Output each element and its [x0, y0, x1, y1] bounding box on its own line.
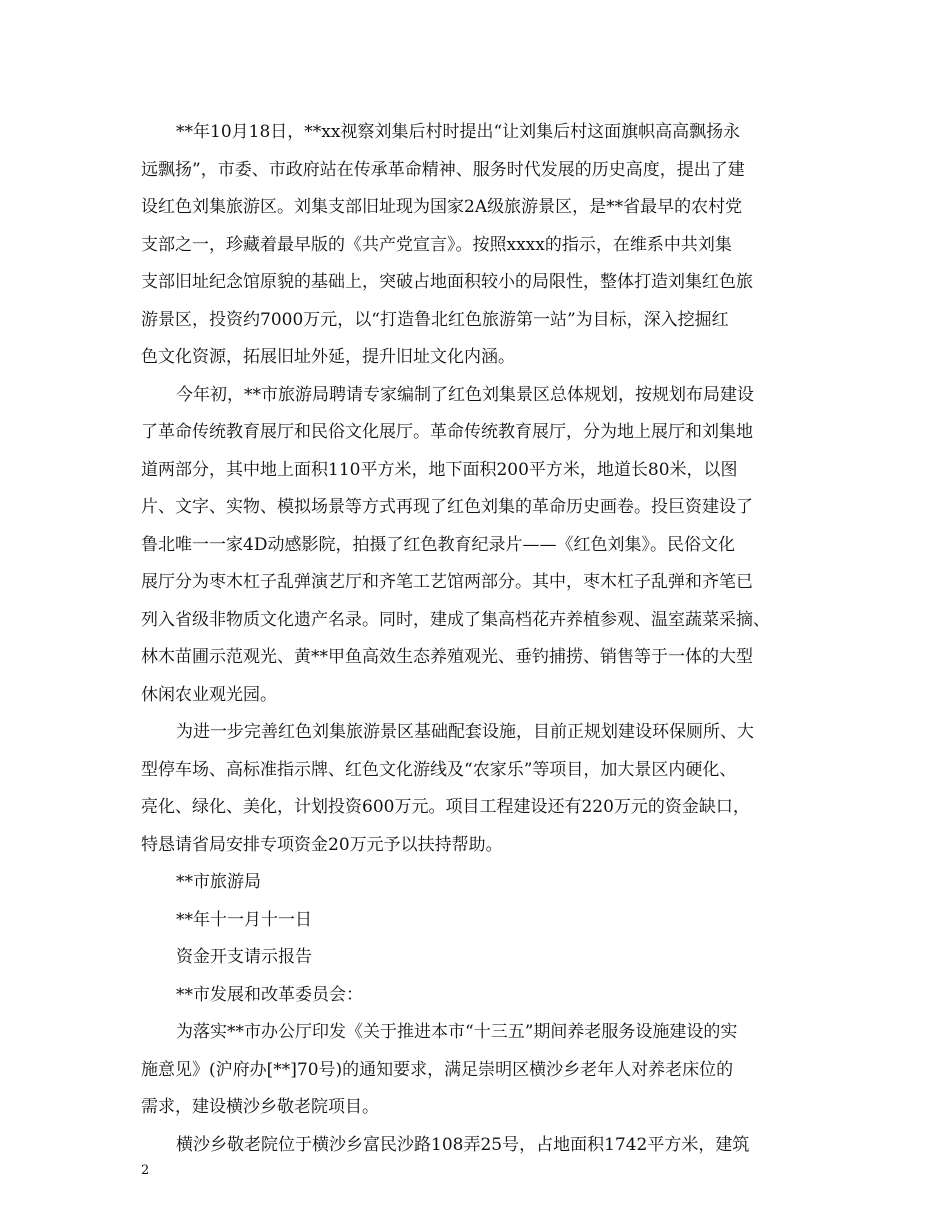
paragraph-line: 亮化、绿化、美化，计划投资600万元。项目工程建设还有220万元的资金缺口， [141, 797, 750, 817]
paragraph-line: 列入省级非物质文化遗产名录。同时，建成了集高档花卉养植参观、温室蔬菜采摘、 [141, 610, 770, 630]
paragraph-line: 设红色刘集旅游区。刘集支部旧址现为国家2A级旅游景区，是**省最早的农村党 [141, 197, 743, 217]
paragraph-line: 鲁北唯一一家4D动感影院，拍摄了红色教育纪录片——《红色刘集》。民俗文化 [141, 535, 735, 555]
paragraph-line: 今年初，**市旅游局聘请专家编制了红色刘集景区总体规划，按规划布局建设 [176, 385, 754, 405]
paragraph-line: 游景区，投资约7000万元，以“打造鲁北红色旅游第一站”为目标，深入挖掘红 [141, 310, 729, 330]
paragraph-line: 型停车场、高标准指示牌、红色文化游线及“农家乐”等项目，加大景区内硬化、 [141, 760, 737, 780]
paragraph-line: 为进一步完善红色刘集旅游景区基础配套设施，目前正规划建设环保厕所、大 [176, 722, 754, 742]
paragraph-line: 道两部分，其中地上面积110平方米，地下面积200平方米，地道长80米，以图 [141, 460, 738, 480]
paragraph-line: 了革命传统教育展厅和民俗文化展厅。革命传统教育展厅，分为地上展厅和刘集地 [141, 422, 753, 442]
paragraph-line: 施意见》(沪府办[**]70号)的通知要求，满足崇明区横沙乡老年人对养老床位的 [141, 1060, 734, 1080]
paragraph-line: 支部之一，珍藏着最早版的《共产党宣言》。按照xxxx的指示，在维系中共刘集 [141, 235, 732, 255]
paragraph-line: **年10月18日，**xx视察刘集后村时提出“让刘集后村这面旗帜高高飘扬永 [176, 122, 741, 142]
paragraph-line: 需求，建设横沙乡敬老院项目。 [141, 1097, 379, 1117]
paragraph-line: 片、文字、实物、模拟场景等方式再现了红色刘集的革命历史画卷。投巨资建设了 [141, 497, 753, 517]
paragraph-line: 远飘扬”，市委、市政府站在传承革命精神、服务时代发展的历史高度，提出了建 [141, 160, 745, 180]
page-number: 2 [141, 1163, 150, 1178]
paragraph-line: 休闲农业观光园。 [141, 685, 277, 705]
paragraph-line: 支部旧址纪念馆原貌的基础上，突破占地面积较小的局限性，整体打造刘集红色旅 [141, 272, 753, 292]
paragraph-line: 为落实**市办公厅印发《关于推进本市“十三五”期间养老服务设施建设的实 [176, 1022, 738, 1042]
signature-date: **年十一月十一日 [176, 910, 312, 930]
paragraph-line: 展厅分为枣木杠子乱弹演艺厅和齐笔工艺馆两部分。其中，枣木杠子乱弹和齐笔已 [141, 572, 753, 592]
paragraph-line: 特恳请省局安排专项资金20万元予以扶持帮助。 [141, 835, 503, 855]
paragraph-line: 横沙乡敬老院位于横沙乡富民沙路108弄25号，占地面积1742平方米，建筑 [176, 1135, 750, 1155]
paragraph-line: 林木苗圃示范观光、黄**甲鱼高效生态养殖观光、垂钓捕捞、销售等于一体的大型 [141, 647, 753, 667]
document-title: 资金开支请示报告 [176, 947, 312, 967]
signature-organization: **市旅游局 [176, 872, 261, 892]
paragraph-line: 色文化资源，拓展旧址外延，提升旧址文化内涵。 [141, 347, 515, 367]
recipient-line: **市发展和改革委员会： [176, 985, 363, 1005]
